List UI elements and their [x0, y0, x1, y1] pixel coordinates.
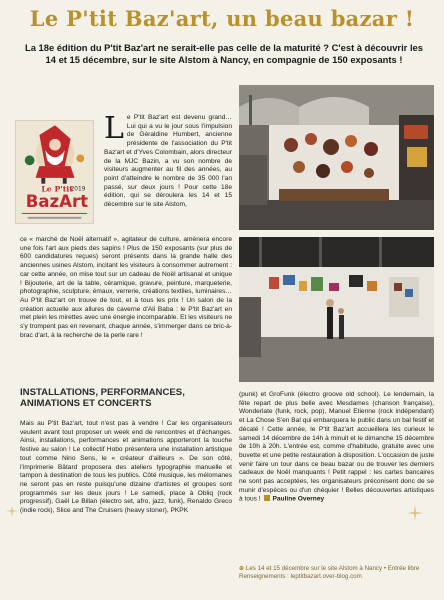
article-lead: La 18e édition du P'tit Baz'art ne serait-elle pas celle de la maturité ? C'est à découvrir les 14 et 15 décembre, sur le site Alstom à Nancy, en compagnie de 150 exposants ! — [25, 42, 423, 66]
paragraph-4: (punk) et GroFunk (électro groove old school). Le lendemain, la fête repart de plus belle avec Mesdames (chanson française), Wonderlate (funk, rock, pop), Manuel Etienne (rock indépendant) et La Chose S'en Bal qui embarquera le public dans un bal festif et décalé ! Cette année, le P'tit Baz'art accueillera les curieux le samedi 14 décembre de 14h à minuit et le dimanche 15 décembre de 10h à 20h. L'entrée est, comme d'habitude, gratuite avec une buvette et une petite restauration à disposition. L'occasion de juste venir faire un tour dans ce beau bazar ou de trouver les derniers cadeaux de Noël manquants ! Petit rappel : les cartes bancaires ne sont pas acceptées, les organisateurs préconisent donc de se munir d'espèces ou d'un chéquier ! Belles découvertes artistiques à tous ! — [239, 391, 434, 503]
event-poster — [15, 120, 94, 224]
article-title: Le P'tit Baz'art, un beau bazar ! — [29, 6, 415, 31]
event-info-link[interactable]: Renseignements : leptitbazart.over-blog.com — [239, 573, 362, 580]
paragraph-3: Mais au P'tit Baz'art, tout n'est pas à vendre ! Car les organisateurs veulent avant tout proposer un week end de rencontres et d'échanges. Ainsi, installations, performances et animations apporteront la touche festive au salon ! Le collectif Hobo présentera une installation artistique tout comme Nino Sens, le « créateur d'ailleurs ». De son côté, l'imprimerie Bâtard proposera des ateliers typographie manuelle et tampon à destination de tous les publics. Côté musique, les mélomanes ne seront pas en reste puisqu'une dizaine d'artistes et groupes sont programmés sur les deux jours ! Le samedi, place à Obliq (rock progressif), Gaël Le Billan (électro set, afro, jazz, funk), Renaldo Greco (indie rock), Slice and The Cruisers (heavy stoner), PKPK — [20, 420, 232, 515]
paragraph-1: e P'tit Baz'art est devenu grand… Lui qui a vu le jour sous l'impulsion de Géraldine Humbert, ancienne présidente de l'association du P'tit Baz'art et d'Yves Colombain, alors directeur de la MJC Bazin, a vu son nombre de visiteurs augmenter au fil des années, au point d'atteindre le nombre de 35 000 l'an passé, sur deux jours ! Pour cette 18e édition, qui se déroulera les 14 et 15 décembre sur le site Alstom, — [104, 114, 232, 209]
column-right — [239, 391, 434, 505]
author-name: Pauline Overney — [272, 495, 325, 503]
decorative-star-icon — [6, 505, 18, 517]
event-info-dates: ⊕ Les 14 et 15 décembre sur le site Alstom à Nancy • Entrée libre — [239, 565, 420, 572]
drop-cap: L — [104, 111, 124, 146]
plus-icon: ⊕ — [239, 565, 245, 572]
poster-title-main: BazArt — [25, 192, 89, 212]
section-heading: INSTALLATIONS, PERFORMANCES, ANIMATIONS ET CONCERTS — [20, 387, 185, 409]
author-square-icon — [264, 495, 270, 501]
photo-exhibition-stand — [239, 85, 434, 230]
decorative-star-icon — [407, 505, 423, 521]
photo-exhibition-hall — [239, 237, 434, 382]
poster-title-top: Le P'tit — [41, 184, 73, 194]
paragraph-2: ce « marché de Noël alternatif », agitateur de culture, amènera encore une fois l'art aux pieds des sapins ! Plus de 150 exposants (sur plus de 600 candidatures reçues) seront présents dans la grande halle des anciennes usines Alstom, incitant les visiteurs à consommer autrement : car cette année, on mise tout sur un cadeau de Noël artisanal et unique ! Bijouterie, art de la table, céramique, gravure, peinture, marqueterie, photographie, sculpture, émaux, verrerie, créations textiles, luminaires… Au P'tit Baz'art on trouve de tout, et à tous les prix ! Un salon de la création actuelle aux allures de caverne d'Ali Baba : le P'tit Baz'art en met plein les mirettes avec une énergie incomparable. Et les visiteurs ne s'y trompent pas en revenant, chaque année, s'immerger dans ce bric-à-brac d'art, à la recherche de la perle rare ! — [20, 236, 232, 339]
event-info — [239, 565, 439, 581]
poster-year: 2019 — [70, 186, 86, 193]
column-intro — [104, 111, 232, 210]
